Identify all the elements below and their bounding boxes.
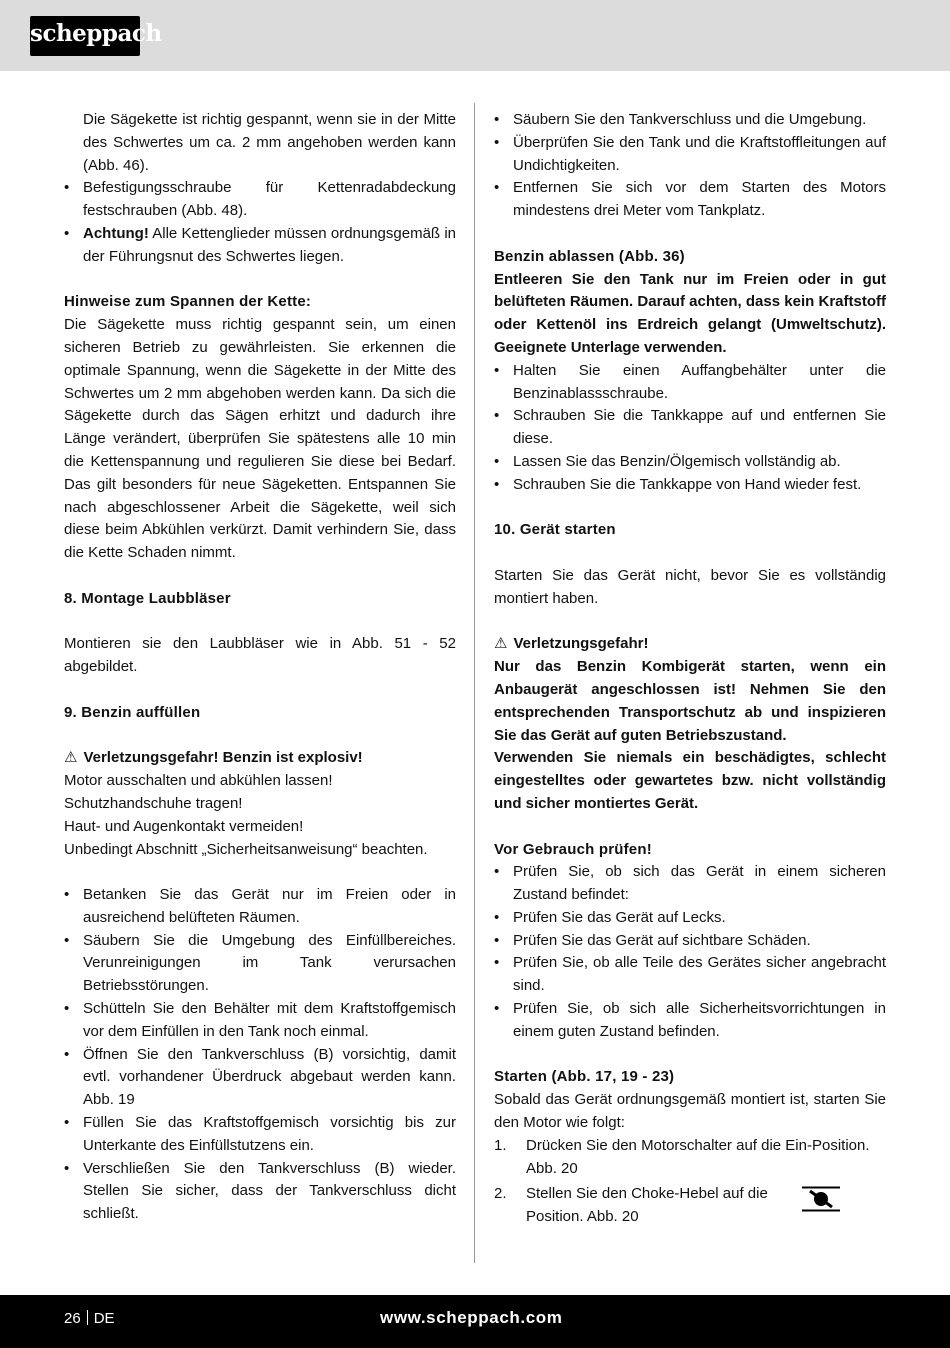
warning-heading [494,633,886,656]
list-item: • Entfernen Sie sich vor dem Starten des Motors mindestens drei Meter vom Tankplatz. [494,177,886,223]
list-item: • Halten Sie einen Auffangbehälter unter die Benzinablassschraube. [494,360,886,406]
step-item [494,1183,886,1229]
section-9-heading: 9. Benzin auffüllen [64,703,201,721]
warning-line: Schutzhandschuhe tragen! [64,794,243,812]
hinweise-paragraph: Die Sägekette muss richtig gespannt sein, um einen sicheren Betrieb zu gewährleisten. Sie erkennen die optimale Spannung, wenn die Sägekette in der Mitte des Schwertes um 2 mm abgehoben werden kann. Da sich die Sägekette durch das Sägen erhitzt und dadurch ihre Länge verändert, überprüfen Sie spätestens alle 10 min die Kettenspannung und regulieren Sie diese bei Bedarf. Das gilt besonders für neue Sägeketten. Entspannen Sie nach abgeschlossener Arbeit die Sägekette, weil sich diese beim Abkühlen verkürzt. Damit verhindern Sie, dass die Kette Schaden nimmt. [64,316,456,562]
warning-title: Verletzungsgefahr! Benzin ist explosiv! [83,749,363,767]
achtung-text: Alle Kettenglieder müssen ordnungsgemäß in der Führungsnut des Schwertes liegen. [83,224,456,265]
list-item: • Lassen Sie das Benzin/Ölgemisch vollständig ab. [494,451,886,474]
brand-logo [30,16,162,56]
start-steps [494,1135,886,1229]
section-10-text: Starten Sie das Gerät nicht, bevor Sie es vollständig montiert haben. [494,566,886,607]
warning-icon: ⚠ [494,635,508,653]
tank-bullets [494,109,886,223]
step-item [494,1135,886,1181]
list-item: • Befestigungsschraube für Kettenradabdeckung festschrauben (Abb. 48). [64,177,456,223]
list-item: • Säubern Sie den Tankverschluss und die Umgebung. [494,109,886,132]
list-item: • Säubern Sie die Umgebung des Einfüllbereiches. Verunreinigungen im Tank verursachen Betriebsstörungen. [64,930,456,998]
list-item: • Prüfen Sie, ob sich das Gerät in einem sicheren Zustand befindet: [494,861,886,907]
list-item [64,223,456,269]
choke-symbol-icon [800,1185,842,1213]
section-8-text: Montieren sie den Laubbläser wie in Abb. 51 - 52 abgebildet. [64,635,456,676]
page-header [0,0,950,71]
left-column [64,109,456,1226]
ablassen-bullets [494,360,886,497]
check-heading: Vor Gebrauch prüfen! [494,840,652,858]
list-item: • Prüfen Sie, ob alle Teile des Gerätes sicher angebracht sind. [494,952,886,998]
chain-bullets [64,177,456,268]
column-divider [474,103,475,1263]
warning-heading [64,747,456,770]
start-heading: Starten (Abb. 17, 19 - 23) [494,1068,675,1086]
warning-line: Motor ausschalten und abkühlen lassen! [64,772,333,790]
list-item: • Öffnen Sie den Tankverschluss (B) vorsichtig, damit evtl. vorhandener Überdruck abgebaut werden kann. Abb. 19 [64,1044,456,1112]
warning-title: Verletzungsgefahr! [513,635,649,653]
right-column [494,109,886,1229]
list-item: • Schrauben Sie die Tankkappe von Hand wieder fest. [494,474,886,497]
website-link[interactable]: www.scheppach.com [380,1308,563,1327]
refuel-bullets [64,884,456,1226]
page-info-separator [87,1310,88,1325]
section-8-heading: 8. Montage Laubbläser [64,589,231,607]
ablassen-text: Entleeren Sie den Tank nur im Freien oder in gut belüfteten Räumen. Darauf achten, dass kein Kraftstoff oder Kettenöl ins Erdreich gelangt (Umweltschutz). Geeignete Unterlage verwenden. [494,270,886,356]
brand-logo-text: scheppach [30,20,162,47]
list-item: • Prüfen Sie das Gerät auf Lecks. [494,907,886,930]
step-number: 2. [494,1185,507,1203]
achtung-label: Achtung! [83,224,149,242]
step-text-continued: Position. Abb. 20 [526,1208,639,1226]
warning-line: Unbedingt Abschnitt „Sicherheitsanweisung“ beachten. [64,840,428,858]
chain-tension-text: Die Sägekette ist richtig gespannt, wenn sie in der Mitte des Schwertes um ca. 2 mm angehoben werden kann (Abb. 46). [83,111,456,174]
list-item: • Füllen Sie das Kraftstoffgemisch vorsichtig bis zur Unterkante des Einfüllstutzens ein. [64,1112,456,1158]
warning-icon: ⚠ [64,749,78,767]
step-text: Stellen Sie den Choke-Hebel auf die [526,1185,768,1203]
list-item: • Verschließen Sie den Tankverschluss (B) wieder. Stellen Sie sicher, dass der Tankverschluss dicht schließt. [64,1158,456,1226]
start-text: Sobald das Gerät ordnungsgemäß montiert ist, starten Sie den Motor wie folgt: [494,1091,886,1132]
ablassen-heading: Benzin ablassen (Abb. 36) [494,247,685,265]
warning-line: Haut- und Augenkontakt vermeiden! [64,817,304,835]
warning-text: Nur das Benzin Kombigerät starten, wenn ein Anbaugerät angeschlossen ist! Nehmen Sie den entsprechenden Transportschutz ab und inspizieren Sie das Gerät auf guten Betriebszustand. [494,658,886,744]
list-item: • Prüfen Sie das Gerät auf sichtbare Schäden. [494,930,886,953]
hinweise-heading: Hinweise zum Spannen der Kette: [64,293,312,311]
step-number: 1. [494,1136,507,1154]
page-info [64,1310,115,1327]
language-code: DE [93,1310,115,1327]
list-item: • Betanken Sie das Gerät nur im Freien oder in ausreichend belüfteten Räumen. [64,884,456,930]
list-item: • Prüfen Sie, ob sich alle Sicherheitsvorrichtungen in einem guten Zustand befinden. [494,998,886,1044]
list-item: • Überprüfen Sie den Tank und die Kraftstoffleitungen auf Undichtigkeiten. [494,132,886,178]
step-text: Drücken Sie den Motorschalter auf die Ein-Position. Abb. 20 [526,1136,870,1177]
page-number: 26 [64,1310,81,1327]
list-item: • Schütteln Sie den Behälter mit dem Kraftstoffgemisch vor dem Einfüllen in den Tank noch einmal. [64,998,456,1044]
page-footer [0,1295,950,1348]
check-bullets [494,861,886,1043]
warning-text: Verwenden Sie niemals ein beschädigtes, schlecht eingestelltes oder gewartetes bzw. nicht vollständig und sicher montiertes Gerät. [494,749,886,812]
list-item: • Schrauben Sie die Tankkappe auf und entfernen Sie diese. [494,405,886,451]
section-10-heading: 10. Gerät starten [494,521,616,539]
